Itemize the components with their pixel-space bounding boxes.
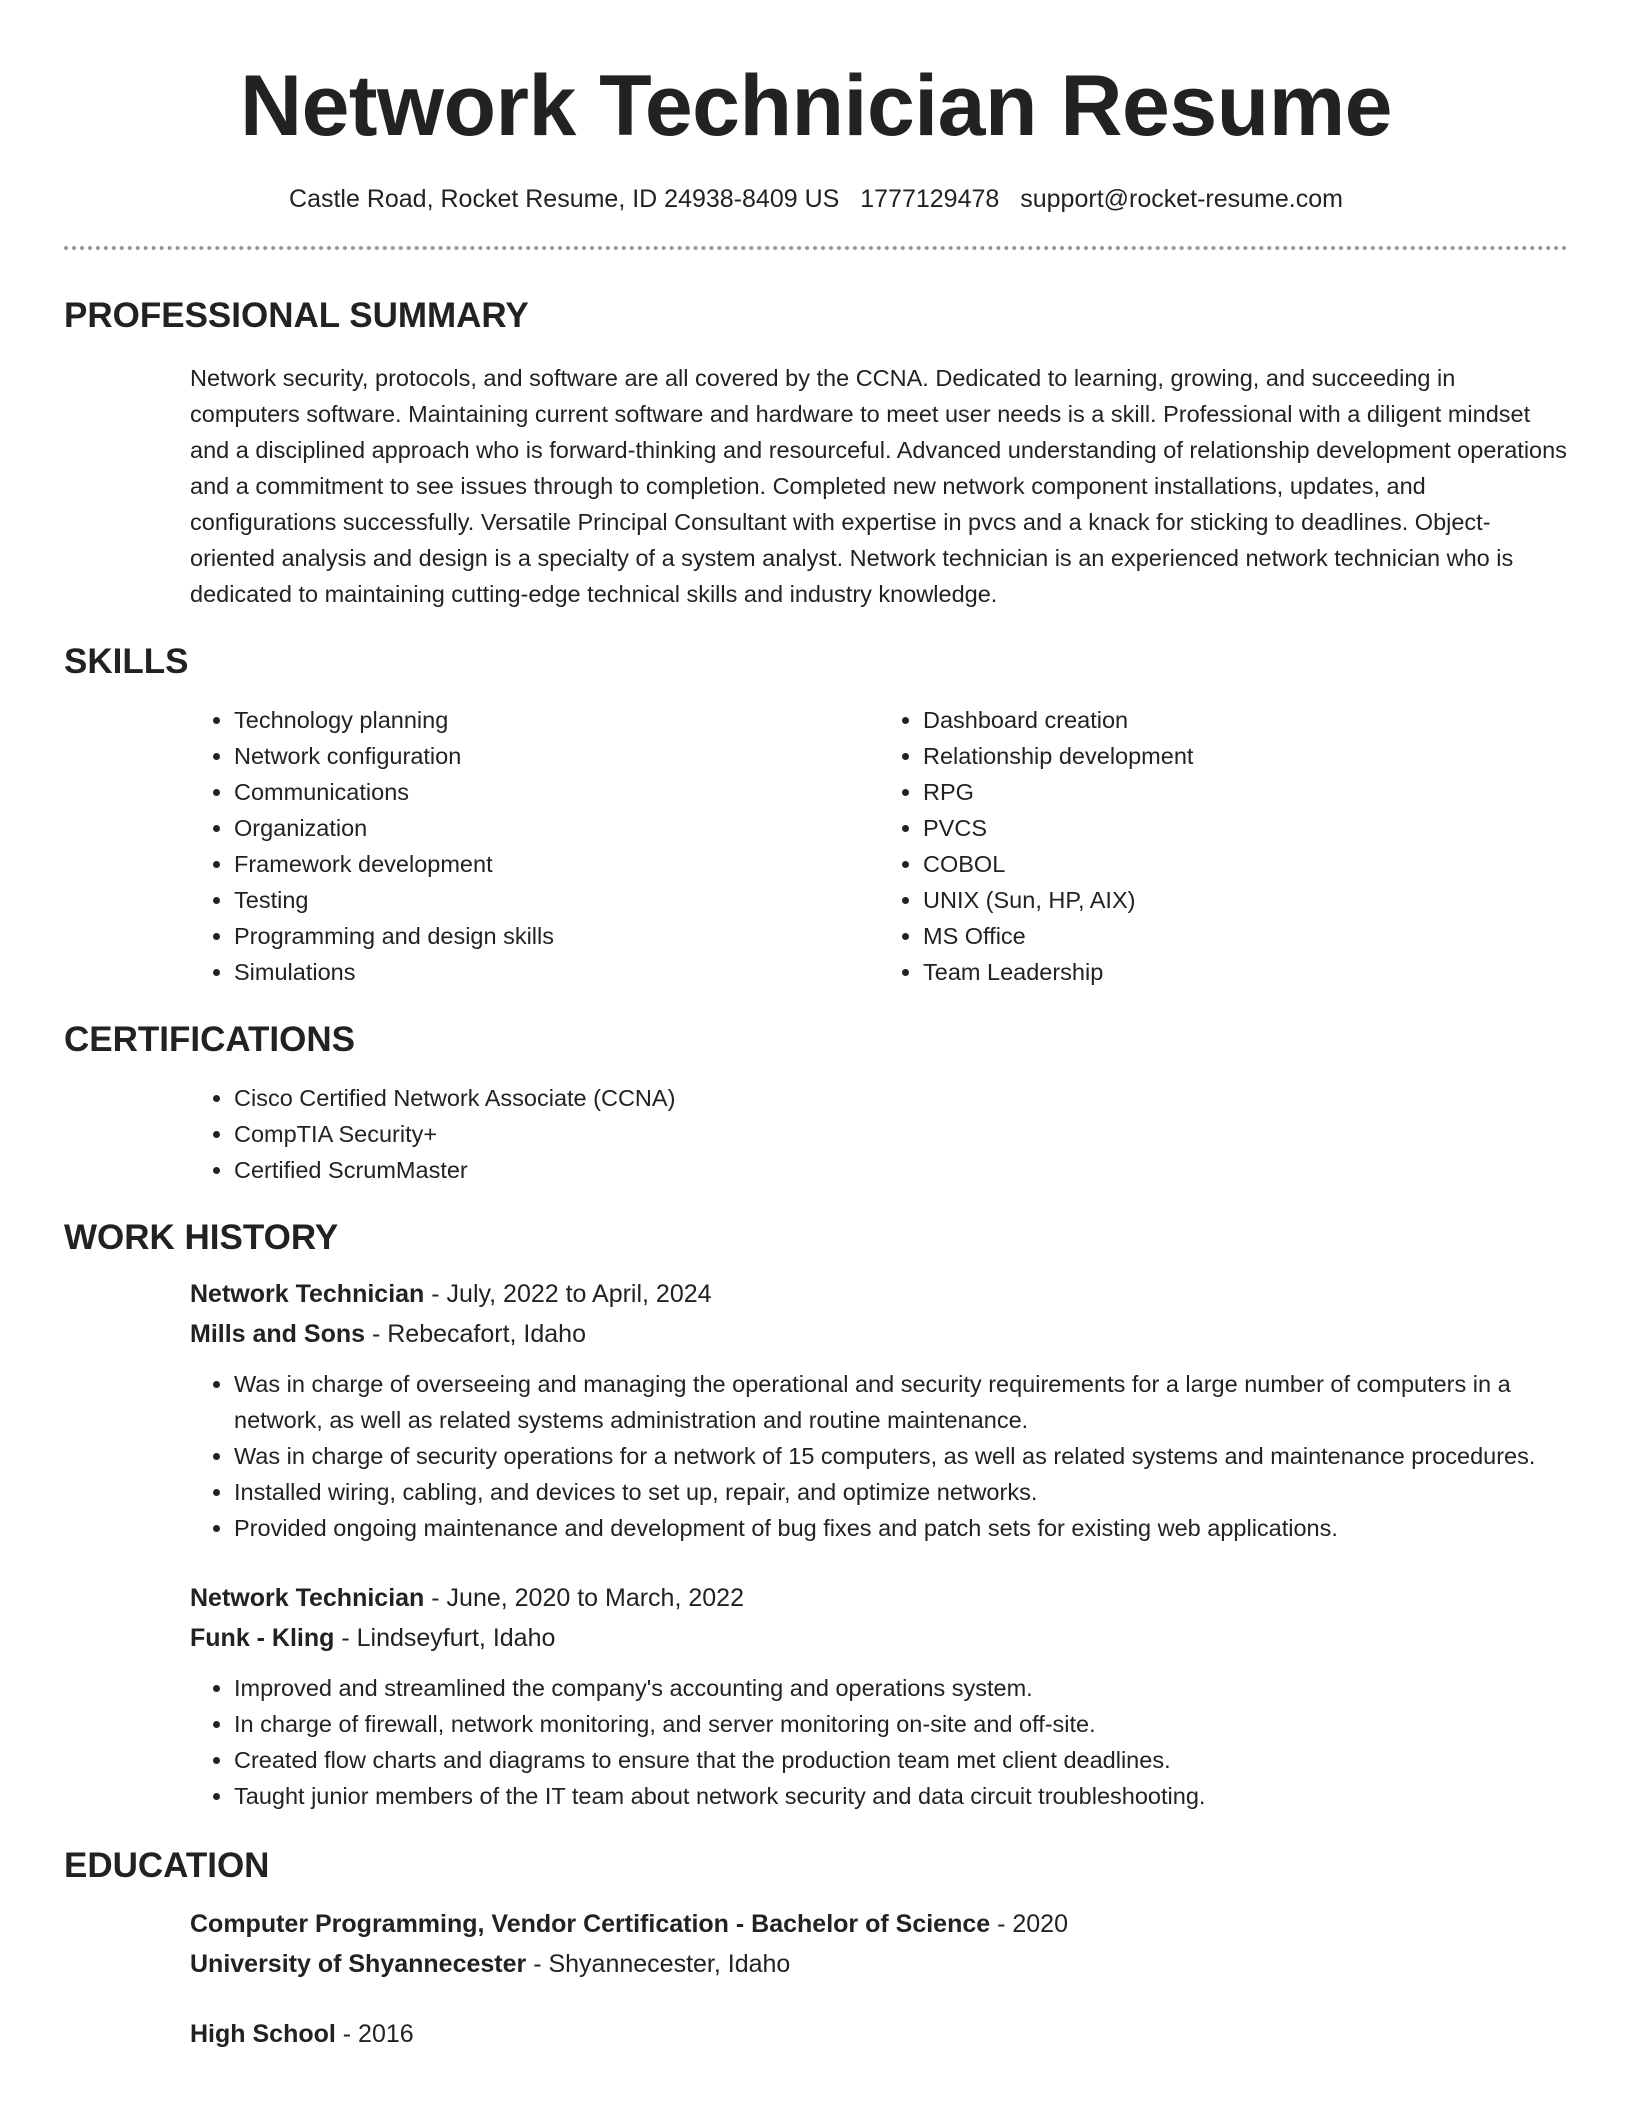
contact-address: Castle Road, Rocket Resume, ID 24938-8409 US <box>289 185 840 213</box>
job-bullet: • Created flow charts and diagrams to ensure that the production team met client deadlines. <box>234 1742 1568 1778</box>
education-school-line <box>190 1944 1568 1984</box>
job-location: - Rebecafort, Idaho <box>365 1320 586 1348</box>
resume-title: Network Technician Resume <box>239 58 1393 154</box>
skill-item: • Organization <box>234 810 879 846</box>
job-bullets <box>190 1366 1568 1546</box>
education-heading: EDUCATION <box>64 1846 270 1885</box>
certifications-section <box>64 1018 1568 1188</box>
work-content <box>190 1274 1568 1814</box>
skill-item: • Technology planning <box>234 702 879 738</box>
education-degree-line <box>190 2014 1568 2054</box>
education-year: - 2020 <box>990 1910 1068 1938</box>
job-bullet: • Taught junior members of the IT team about network security and data circuit troubleshooting. <box>234 1778 1568 1814</box>
skill-item: • Network configuration <box>234 738 879 774</box>
job-dates: - July, 2022 to April, 2024 <box>424 1280 712 1308</box>
skill-item: • Testing <box>234 882 879 918</box>
certification-item: • CompTIA Security+ <box>234 1116 1568 1152</box>
job-bullet: • Provided ongoing maintenance and development of bug fixes and patch sets for existing web applications. <box>234 1510 1568 1546</box>
skill-item: • Relationship development <box>923 738 1568 774</box>
contact-line <box>64 182 1568 216</box>
contact-email: support@rocket-resume.com <box>1020 185 1343 213</box>
resume-page <box>64 0 1568 2054</box>
header-divider <box>64 246 1568 250</box>
education-content <box>190 1904 1568 2054</box>
skill-item: • PVCS <box>923 810 1568 846</box>
education-degree: High School <box>190 2020 336 2048</box>
skills-list-right <box>879 702 1568 990</box>
job-bullet: • Installed wiring, cabling, and devices to set up, repair, and optimize networks. <box>234 1474 1568 1510</box>
job-entry <box>190 1578 1568 1814</box>
skills-list-left <box>190 702 879 990</box>
skills-heading: SKILLS <box>64 642 189 681</box>
summary-text: Network security, protocols, and software are all covered by the CCNA. Dedicated to learning, growing, and succeeding in computers software. Maintaining current software and hardware to meet user needs is a skill. Professional with a diligent mindset and a disciplined approach who is forward-thinking and resourceful. Advanced understanding of relationship development operations and a commitment to see issues through to completion. Completed new network component installations, updates, and configurations successfully. Versatile Principal Consultant with expertise in pvcs and a knack for sticking to deadlines. Object-oriented analysis and design is a specialty of a system analyst. Network technician is an experienced network technician who is dedicated to maintaining cutting-edge technical skills and industry knowledge. <box>190 365 1567 607</box>
job-company-line <box>190 1618 1568 1658</box>
education-entry <box>190 1904 1568 1984</box>
skill-item: • Team Leadership <box>923 954 1568 990</box>
certifications-heading: CERTIFICATIONS <box>64 1020 356 1059</box>
job-bullet: • Was in charge of security operations for a network of 15 computers, as well as related systems and maintenance procedures. <box>234 1438 1568 1474</box>
certification-item: • Certified ScrumMaster <box>234 1152 1568 1188</box>
job-title-line <box>190 1274 1568 1314</box>
skills-columns <box>190 702 1568 990</box>
education-section <box>64 1844 1568 2054</box>
skill-item: • RPG <box>923 774 1568 810</box>
skill-item: • Framework development <box>234 846 879 882</box>
summary-heading: PROFESSIONAL SUMMARY <box>64 296 529 335</box>
skill-item: • Simulations <box>234 954 879 990</box>
job-title: Network Technician <box>190 1584 425 1612</box>
education-degree-line <box>190 1904 1568 1944</box>
certification-item: • Cisco Certified Network Associate (CCNA) <box>234 1080 1568 1116</box>
job-location: - Lindseyfurt, Idaho <box>334 1624 556 1652</box>
job-company: Funk - Kling <box>190 1624 335 1652</box>
job-company: Mills and Sons <box>190 1320 366 1348</box>
education-location: - Shyannecester, Idaho <box>526 1950 791 1978</box>
job-title: Network Technician <box>190 1280 425 1308</box>
certifications-list <box>190 1080 1568 1188</box>
skills-section <box>64 640 1568 990</box>
summary-section <box>64 294 1568 612</box>
job-entry <box>190 1274 1568 1546</box>
job-bullets <box>190 1670 1568 1814</box>
education-entry <box>190 2014 1568 2054</box>
work-section <box>64 1216 1568 1814</box>
skill-item: • UNIX (Sun, HP, AIX) <box>923 882 1568 918</box>
work-heading: WORK HISTORY <box>64 1218 339 1257</box>
education-year: - 2016 <box>335 2020 414 2048</box>
job-bullet: • Improved and streamlined the company's accounting and operations system. <box>234 1670 1568 1706</box>
job-company-line <box>190 1314 1568 1354</box>
skill-item: • Programming and design skills <box>234 918 879 954</box>
skill-item: • COBOL <box>923 846 1568 882</box>
job-title-line <box>190 1578 1568 1618</box>
skill-item: • Communications <box>234 774 879 810</box>
skill-item: • Dashboard creation <box>923 702 1568 738</box>
education-degree: Computer Programming, Vendor Certification - Bachelor of Science <box>190 1910 991 1938</box>
skill-item: • MS Office <box>923 918 1568 954</box>
certifications-content <box>190 1080 1568 1188</box>
job-bullet: • In charge of firewall, network monitoring, and server monitoring on-site and off-site. <box>234 1706 1568 1742</box>
education-school: University of Shyannecester <box>190 1950 527 1978</box>
job-bullet: • Was in charge of overseeing and managing the operational and security requirements for a large number of computers in a network, as well as related systems administration and routine maintenance. <box>234 1366 1568 1438</box>
job-dates: - June, 2020 to March, 2022 <box>424 1584 744 1612</box>
contact-phone: 1777129478 <box>860 185 1000 213</box>
